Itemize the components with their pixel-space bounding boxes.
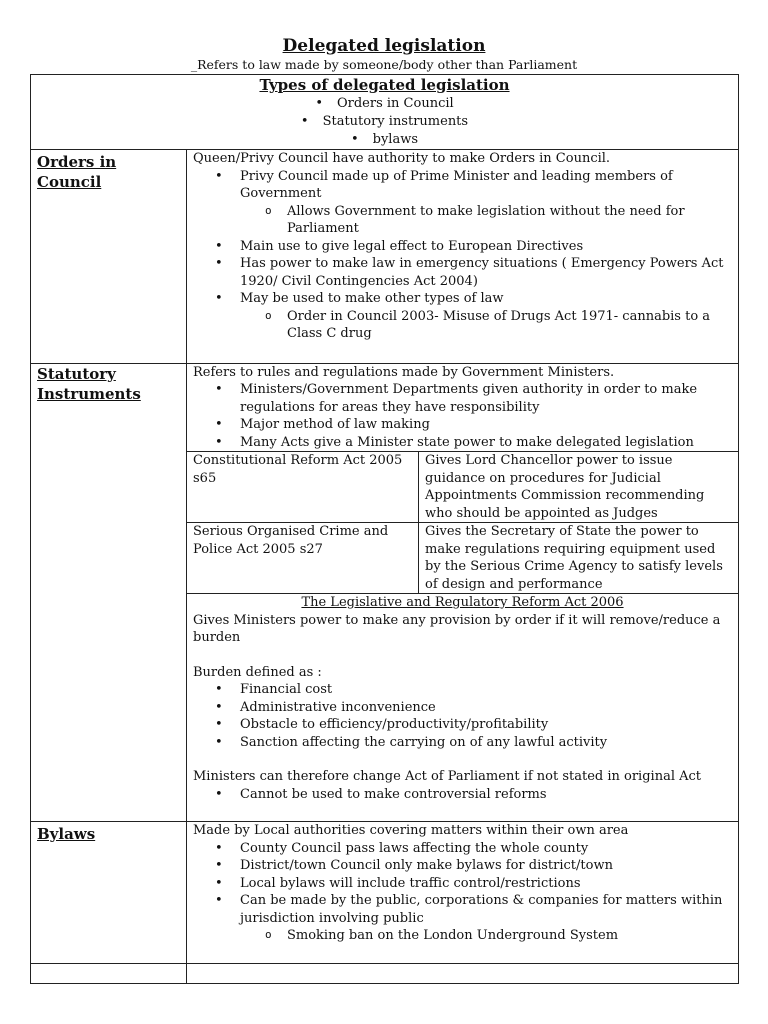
bylaws-intro: Made by Local authorities covering matters within their own area <box>193 823 629 838</box>
si-intro: Refers to rules and regulations made by Government Ministers. <box>193 364 615 380</box>
acts-table <box>187 451 738 821</box>
types-item: • Orders in Council <box>31 95 738 113</box>
table-row <box>187 452 738 523</box>
bylaws-row <box>31 822 739 964</box>
act-name: Constitutional Reform Act 2005 s65 <box>187 452 419 523</box>
orders-heading: Orders in Council <box>31 150 187 364</box>
list-item: • Ministers/Government Departments given authority in order to make regulations for areas they have responsibility <box>193 381 732 416</box>
bylaws-content <box>187 822 739 964</box>
list-item: • Local bylaws will include traffic control/restrictions <box>193 875 732 893</box>
list-item: • Sanction affecting the carrying on of any lawful activity <box>193 734 732 752</box>
list-item: o Allows Government to make legislation without the need for Parliament <box>193 203 732 238</box>
burden-label: Burden defined as : <box>193 664 322 680</box>
lrra-paragraph: Gives Ministers power to make any provision by order if it will remove/reduce a burden <box>193 612 721 645</box>
list-item: o Smoking ban on the London Underground System <box>193 927 732 945</box>
list-item: • Has power to make law in emergency situations ( Emergency Powers Act 1920/ Civil Contingencies Act 2004) <box>193 255 732 290</box>
statutory-row <box>31 363 739 822</box>
orders-row <box>31 150 739 364</box>
list-item: • Administrative inconvenience <box>193 699 732 717</box>
types-cell <box>31 75 739 150</box>
list-item: • County Council pass laws affecting the whole county <box>193 840 732 858</box>
document-subtitle: _Refers to law made by someone/body other than Parliament <box>190 57 578 72</box>
orders-intro: Queen/Privy Council have authority to make Orders in Council. <box>193 151 611 166</box>
types-heading: Types of delegated legislation <box>259 76 510 94</box>
act-description: Gives the Secretary of State the power to make regulations requiring equipment used by the Serious Crime Agency to satisfy levels of design and performance <box>419 523 739 594</box>
list-item: • Financial cost <box>193 681 732 699</box>
list-item: • Many Acts give a Minister state power to make delegated legislation <box>193 434 732 452</box>
bylaws-heading: Bylaws <box>31 822 187 964</box>
lrra-heading: The Legislative and Regulatory Reform Act 2006 <box>301 595 624 610</box>
empty-cell <box>31 963 187 983</box>
lrra-row <box>187 594 738 822</box>
list-item: • Privy Council made up of Prime Minister and leading members of Government o Allows Government to make legislation without the need for Parliament <box>193 168 732 238</box>
act-description: Gives Lord Chancellor power to issue guidance on procedures for Judicial Appointments Commission recommending who should be appointed as Judges <box>419 452 739 523</box>
types-row <box>31 75 739 150</box>
list-item: • Main use to give legal effect to European Directives <box>193 238 732 256</box>
lrra-cell <box>187 594 738 822</box>
list-item: o Order in Council 2003- Misuse of Drugs Act 1971- cannabis to a Class C drug <box>193 308 732 343</box>
types-item: • Statutory instruments <box>31 113 738 131</box>
document-title: Delegated legislation <box>282 36 486 56</box>
list-item: • Obstacle to efficiency/productivity/profitability <box>193 716 732 734</box>
empty-cell <box>187 963 739 983</box>
lrra-paragraph: Ministers can therefore change Act of Parliament if not stated in original Act <box>193 769 702 784</box>
statutory-heading: Statutory Instruments <box>31 363 187 822</box>
orders-content <box>187 150 739 364</box>
legislation-table <box>30 74 739 984</box>
list-item: • District/town Council only make bylaws for district/town <box>193 857 732 875</box>
statutory-content <box>187 363 739 822</box>
table-row <box>187 523 738 594</box>
list-item: • May be used to make other types of law o Order in Council 2003- Misuse of Drugs Act 1971- cannabis to a Class C drug <box>193 290 732 343</box>
list-item: • Cannot be used to make controversial reforms <box>193 786 732 804</box>
types-item: • bylaws <box>31 131 738 149</box>
list-item: • Can be made by the public, corporations & companies for matters within jurisdiction involving public o Smoking ban on the London Underground System <box>193 892 732 945</box>
list-item: • Major method of law making <box>193 416 732 434</box>
empty-row <box>31 963 739 983</box>
act-name: Serious Organised Crime and Police Act 2005 s27 <box>187 523 419 594</box>
